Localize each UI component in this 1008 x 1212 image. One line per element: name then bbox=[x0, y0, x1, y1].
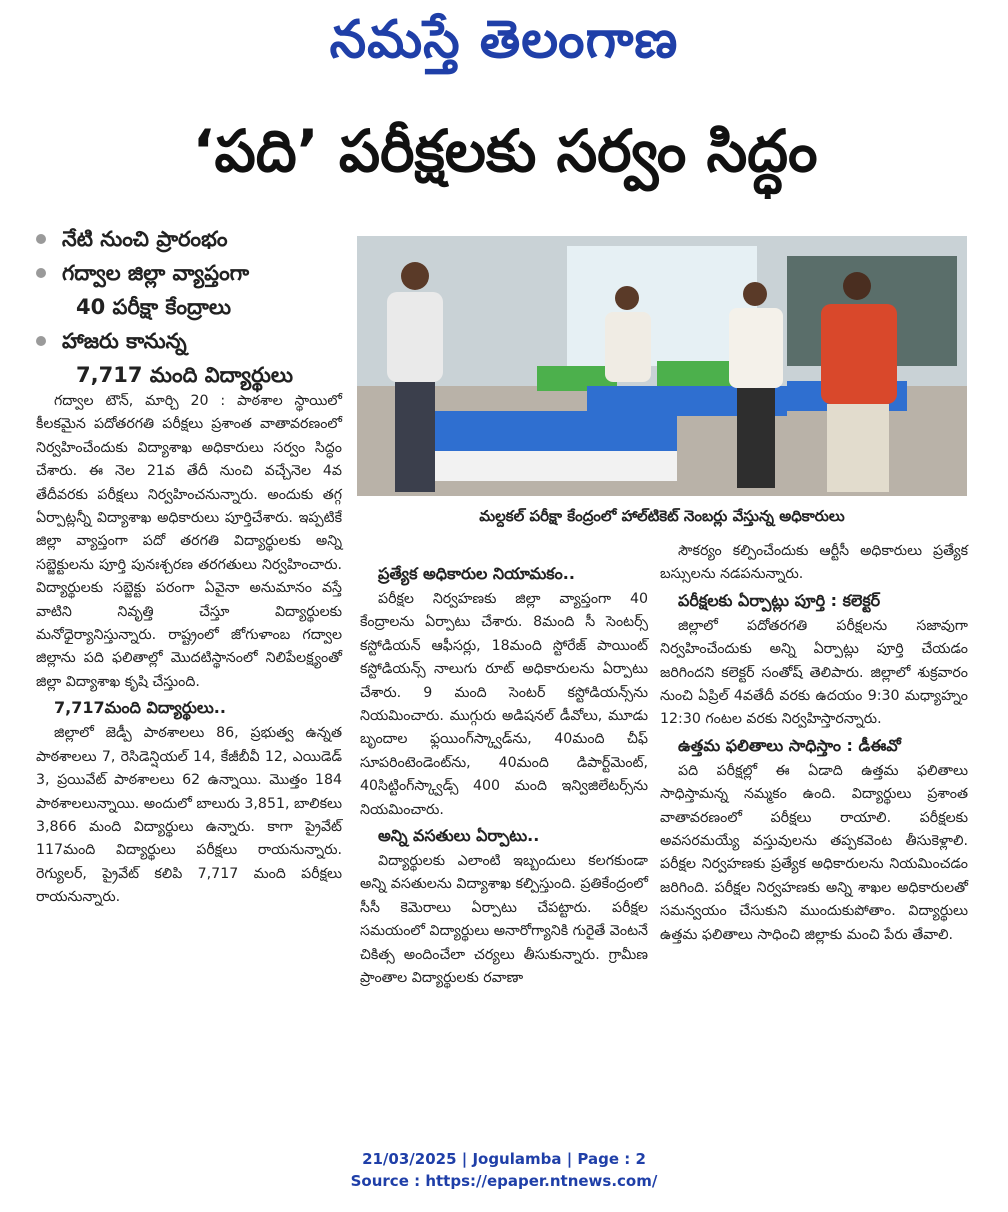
bullet-icon bbox=[36, 234, 46, 244]
section-subheading: ప్రత్యేక అధికారుల నియామకం.. bbox=[378, 564, 575, 583]
footer-date-edition: 21/03/2025 | Jogulamba | Page : 2 bbox=[362, 1150, 646, 1168]
article-column-1 bbox=[36, 390, 342, 910]
news-photo bbox=[357, 236, 967, 496]
bullet-icon bbox=[36, 336, 46, 346]
page-headline: ‘పది’ పరీక్షలకు సర్వం సిద్ధం bbox=[192, 117, 818, 185]
article-column-2 bbox=[360, 560, 648, 991]
article-paragraph: గద్వాల టౌన్, మార్చి 20 : పాఠశాల స్థాయిలో కీలకమైన పదోతరగతి పరీక్షలు ప్రశాంత వాతావరణంలో నిర్వహించేందుకు విద్యాశాఖ అధికారులు సర్వం సిద్ధం చేశారు. ఈ నెల 21వ తేదీ నుంచి వచ్చేనెల 4వ తేదీవరకు పరీక్షలు నిర్వహించనున్నారు. అందుకు తగ్గ ఏర్పాట్లన్నీ విద్యాశాఖ అధికారులు పూర్తిచేశారు. ఇప్పటికే జిల్లా వ్యాప్తంగా పదో తరగతి విద్యార్థులకు అన్ని సబ్జెక్టులను పూర్తి పునఃశ్చరణ తరగతులు నిర్వహించారు. విద్యార్థులకు సబ్జెక్టు పరంగా ఏవైనా అనుమానం వస్తే వాటిని నివృత్తి చేస్తూ విద్యార్థులకు మనోధైర్యానిస్తున్నారు. రాష్ట్రంలో జోగుళాంబ గద్వాల జిల్లాను పది ఫలితాల్లో మొదటిస్థానంలో నిలిపేలక్ష్యంతో జిల్లా విద్యాశాఖ కృషి చేస్తుంది. bbox=[36, 393, 342, 690]
article-paragraph: జిల్లాలో జెడ్పీ పాఠశాలలు 86, ప్రభుత్వ ఉన్నత పాఠశాలలు 7, రెసిడెన్షియల్ 14, కేజీబీవీ 12, ఎయిడెడ్ 3, ప్రయివేట్ పాఠశాలలు 62 ఉన్నాయి. మొత్తం 184 పాఠశాలలున్నాయి. అందులో బాలురు 3,851, బాలికలు 3,866 మంది విద్యార్థులు ఉన్నారు. కాగా ప్రైవేట్ 117మంది విద్యార్థులు పరీక్షలు రాయనున్నారు. రెగ్యులర్, ప్రైవేట్ కలిపి 7,717 మంది పరీక్షలు రాయనున్నారు. bbox=[36, 725, 342, 906]
article-paragraph: పరీక్షల నిర్వహణకు జిల్లా వ్యాప్తంగా 40 కేంద్రాలను ఏర్పాటు చేశారు. 8మంది సీ సెంటర్స్ కస్టోడియన్ ఆఫీసర్లు, 18మంది స్టోరేజ్ పాయింట్ కస్టోడియన్స్ నాలుగు రూట్ అధికారులను ఏర్పాటు చేశారు. 9 మంది సెంటర్ కస్టోడియన్స్‌ను నియమించారు. ముగ్గురు అడిషనల్ డీవోలు, మూడు బృందాల ఫ్లయింగ్‌స్క్వాడ్‌ను, 40మంది చీఫ్ సూపరింటెండెంట్‌ను, 40మంది డిపార్ట్‌మెంట్, 40సిట్టింగ్‌స్క్వాడ్స్ 400 మంది ఇన్విజిలేటర్స్‌ను నియమించారు. bbox=[360, 591, 648, 818]
highlights-list bbox=[36, 222, 356, 392]
highlight-text-continued: 7,717 మంది విద్యార్థులు bbox=[76, 363, 294, 387]
article-paragraph: పది పరీక్షల్లో ఈ ఏడాది ఉత్తమ ఫలితాలు సాధిస్తామన్న నమ్మకం ఉంది. విద్యార్థులు ప్రశాంత వాతావరణంలో పరీక్షలు రాయాలి. పరీక్షలకు అవసరమయ్యే వస్తువులను తప్పకవెంట తీసుకెళ్లాలి. పరీక్షల నిర్వహణకు ప్రత్యేక అధికారులను నియమించడం జరిగింది. పరీక్షల నిర్వహణకు అన్ని శాఖల అధికారులతో సమన్వయం చేసుకుని ముందుకుపోతాం. విద్యార్థులు ఉత్తమ ఫలితాలు సాధించి జిల్లాకు మంచి పేరు తేవాలి. bbox=[660, 762, 968, 943]
highlight-item bbox=[36, 222, 356, 256]
section-subheading: అన్ని వసతులు ఏర్పాటు.. bbox=[378, 826, 540, 846]
highlight-text: హాజరు కానున్న bbox=[62, 329, 187, 353]
section-subheading: పరీక్షలకు ఏర్పాట్లు పూర్తి : కలెక్టర్ bbox=[678, 590, 881, 610]
footer-source-link[interactable]: Source : https://epaper.ntnews.com/ bbox=[350, 1172, 658, 1190]
photo-caption: మల్దకల్ పరీక్షా కేంద్రంలో హాల్‌టికెట్ నెంబర్లు వేస్తున్న అధికారులు bbox=[479, 507, 845, 525]
highlight-text-continued: 40 పరీక్షా కేంద్రాలు bbox=[76, 295, 232, 319]
article-paragraph: విద్యార్థులకు ఎలాంటి ఇబ్బందులు కలగకుండా అన్ని వసతులను విద్యాశాఖ కల్పిస్తుంది. ప్రతికేంద్రంలో సీసీ కెమెరాలు ఏర్పాటు చేపట్టారు. పరీక్షల సమయంలో విద్యార్థులు అనారోగ్యానికి గురైతే వెంటనే చికిత్స అందించేలా చర్యలు తీసుకున్నారు. గ్రామీణ ప్రాంతాల విద్యార్థులకు రవాణా bbox=[360, 853, 648, 987]
section-subheading: 7,717మంది విద్యార్థులు.. bbox=[54, 698, 226, 718]
highlight-item bbox=[36, 256, 356, 290]
bullet-icon bbox=[36, 268, 46, 278]
article-paragraph: జిల్లాలో పదోతరగతి పరీక్షలను సజావుగా నిర్వహించేందుకు అన్ని ఏర్పాట్లు పూర్తి చేయడం జరిగిందని కలెక్టర్ సంతోష్ తెలిపారు. జిల్లాలో శుక్రవారం నుంచి ఏప్రిల్ 4వతేదీ వరకు ఉదయం 9:30 మధ్యాహ్నం 12:30 గంటల వరకు నిర్వహిస్తారన్నారు. bbox=[660, 617, 968, 728]
highlight-text: నేటి నుంచి ప్రారంభం bbox=[62, 227, 228, 251]
highlight-text: గద్వాల జిల్లా వ్యాప్తంగా bbox=[62, 261, 250, 285]
masthead-logo: నమస్తే తెలంగాణ bbox=[329, 10, 679, 70]
article-column-3 bbox=[660, 540, 968, 947]
article-paragraph: సౌకర్యం కల్పించేందుకు ఆర్టీసీ అధికారులు ప్రత్యేక బస్సులను నడపనున్నారు. bbox=[660, 543, 968, 583]
section-subheading: ఉత్తమ ఫలితాలు సాధిస్తాం : డీఈవో bbox=[678, 735, 901, 755]
officials-classroom-photo bbox=[357, 236, 967, 496]
highlight-item bbox=[36, 324, 356, 358]
